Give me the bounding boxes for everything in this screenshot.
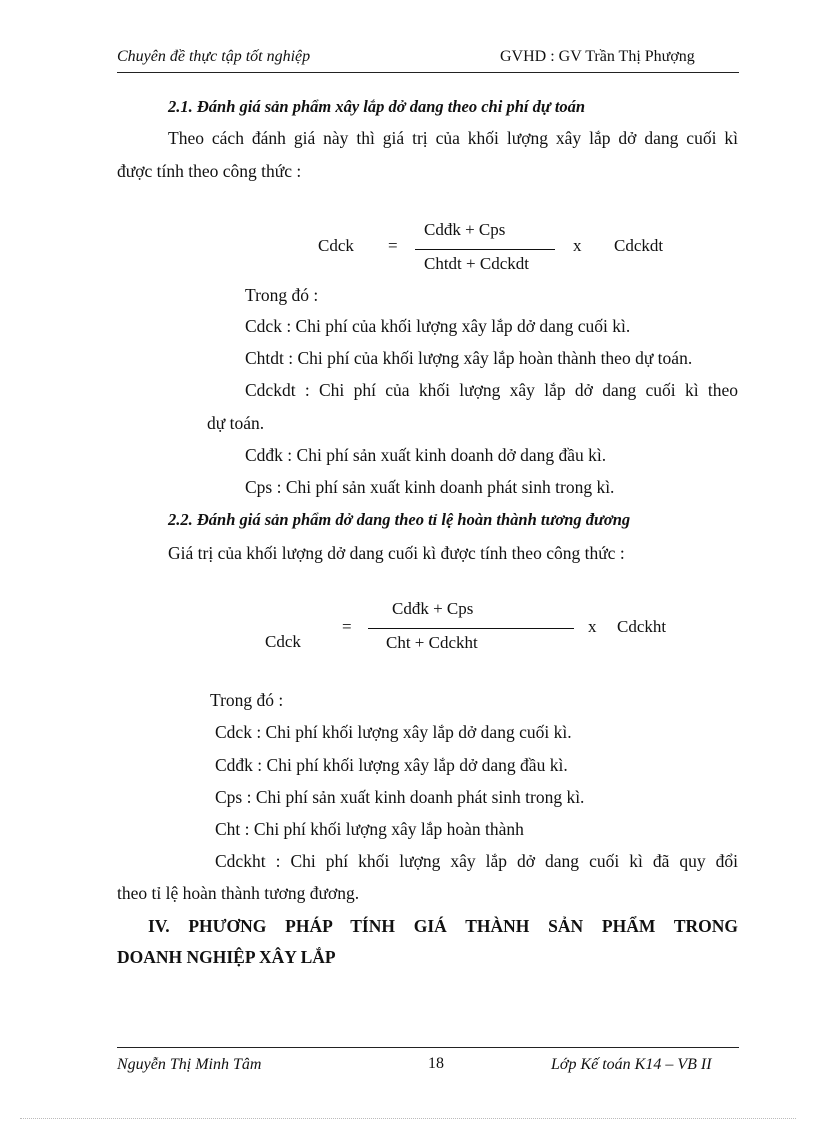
footer-author: Nguyễn Thị Minh Tâm: [117, 1056, 262, 1073]
formula2-multiplier: Cdckht: [617, 617, 667, 636]
section-2-1-def-cdck: Cdck : Chi phí của khối lượng xây lắp dở dang cuối kì.: [245, 316, 631, 336]
section-2-2-intro: Giá trị của khối lượng dở dang cuối kì được tính theo công thức :: [168, 543, 625, 563]
page-number: 18: [428, 1055, 444, 1072]
formula1-multiplier: Cdckdt: [614, 236, 664, 255]
section-2-1-def-cps: Cps : Chi phí sản xuất kinh doanh phát sinh trong kì.: [245, 477, 615, 497]
header-right: GVHD : GV Trần Thị Phượng: [500, 48, 695, 65]
formula1-equals: =: [388, 236, 398, 255]
formula2-lhs: Cdck: [265, 632, 301, 651]
section-iv-heading-line2: DOANH NGHIỆP XÂY LẮP: [117, 947, 336, 967]
header-rule: [117, 72, 739, 73]
section-2-1-def-cddk: Cdđk : Chi phí sản xuất kinh doanh dở dang đầu kì.: [245, 445, 607, 465]
section-2-1-title: 2.1. Đánh giá sản phẩm xây lắp dở dang theo chi phí dự toán: [168, 97, 586, 116]
section-2-1-intro-line1: Theo cách đánh giá này thì giá trị của khối lượng xây lắp dở dang cuối kì: [168, 128, 738, 148]
footer-class: Lớp Kế toán K14 – VB II: [551, 1056, 712, 1073]
formula2-times: x: [588, 617, 597, 636]
footer-rule: [117, 1047, 739, 1048]
section-2-1-def-cdckdt-line2: dự toán.: [207, 413, 265, 433]
section-2-2-def-cht: Cht : Chi phí khối lượng xây lắp hoàn thành: [215, 819, 524, 839]
page-edge-dots: [20, 1118, 796, 1119]
formula1-numerator: Cdđk + Cps: [424, 220, 506, 239]
formula1-fraction-bar: [415, 249, 555, 250]
header-left: Chuyên đề thực tập tốt nghiệp: [117, 48, 311, 65]
section-2-2-def-cdckht-line2: theo tỉ lệ hoàn thành tương đương.: [117, 883, 360, 903]
section-2-2-def-cdck: Cdck : Chi phí khối lượng xây lắp dở dang cuối kì.: [215, 722, 572, 742]
formula1-times: x: [573, 236, 582, 255]
formula2-denominator: Cht + Cdckht: [386, 633, 478, 652]
section-2-1-intro-line2: được tính theo công thức :: [117, 161, 302, 181]
section-2-2-def-cddk: Cdđk : Chi phí khối lượng xây lắp dở dang đầu kì.: [215, 755, 568, 775]
section-2-2-def-cdckht-line1: Cdckht : Chi phí khối lượng xây lắp dở dang cuối kì đã quy đổi: [215, 851, 738, 871]
section-2-1-def-chtdt: Chtdt : Chi phí của khối lượng xây lắp hoàn thành theo dự toán.: [245, 348, 693, 368]
formula2-numerator: Cdđk + Cps: [392, 599, 474, 618]
section-2-1-def-cdckdt-line1: Cdckdt : Chi phí của khối lượng xây lắp dở dang cuối kì theo: [245, 380, 738, 400]
formula1-lhs: Cdck: [318, 236, 354, 255]
section-2-2-title: 2.2. Đánh giá sản phẩm dở dang theo tỉ lệ hoàn thành tương đương: [168, 510, 631, 529]
section-iv-heading-line1: IV. PHƯƠNG PHÁP TÍNH GIÁ THÀNH SẢN PHẨM TRONG: [148, 916, 738, 936]
formula2-fraction-bar: [368, 628, 574, 629]
formula1-denominator: Chtdt + Cdckdt: [424, 254, 529, 273]
formula2-equals: =: [342, 617, 352, 636]
section-2-2-def-cps: Cps : Chi phí sản xuất kinh doanh phát sinh trong kì.: [215, 787, 585, 807]
section-2-2-where: Trong đó :: [210, 690, 284, 710]
section-2-1-where: Trong đó :: [245, 285, 319, 305]
